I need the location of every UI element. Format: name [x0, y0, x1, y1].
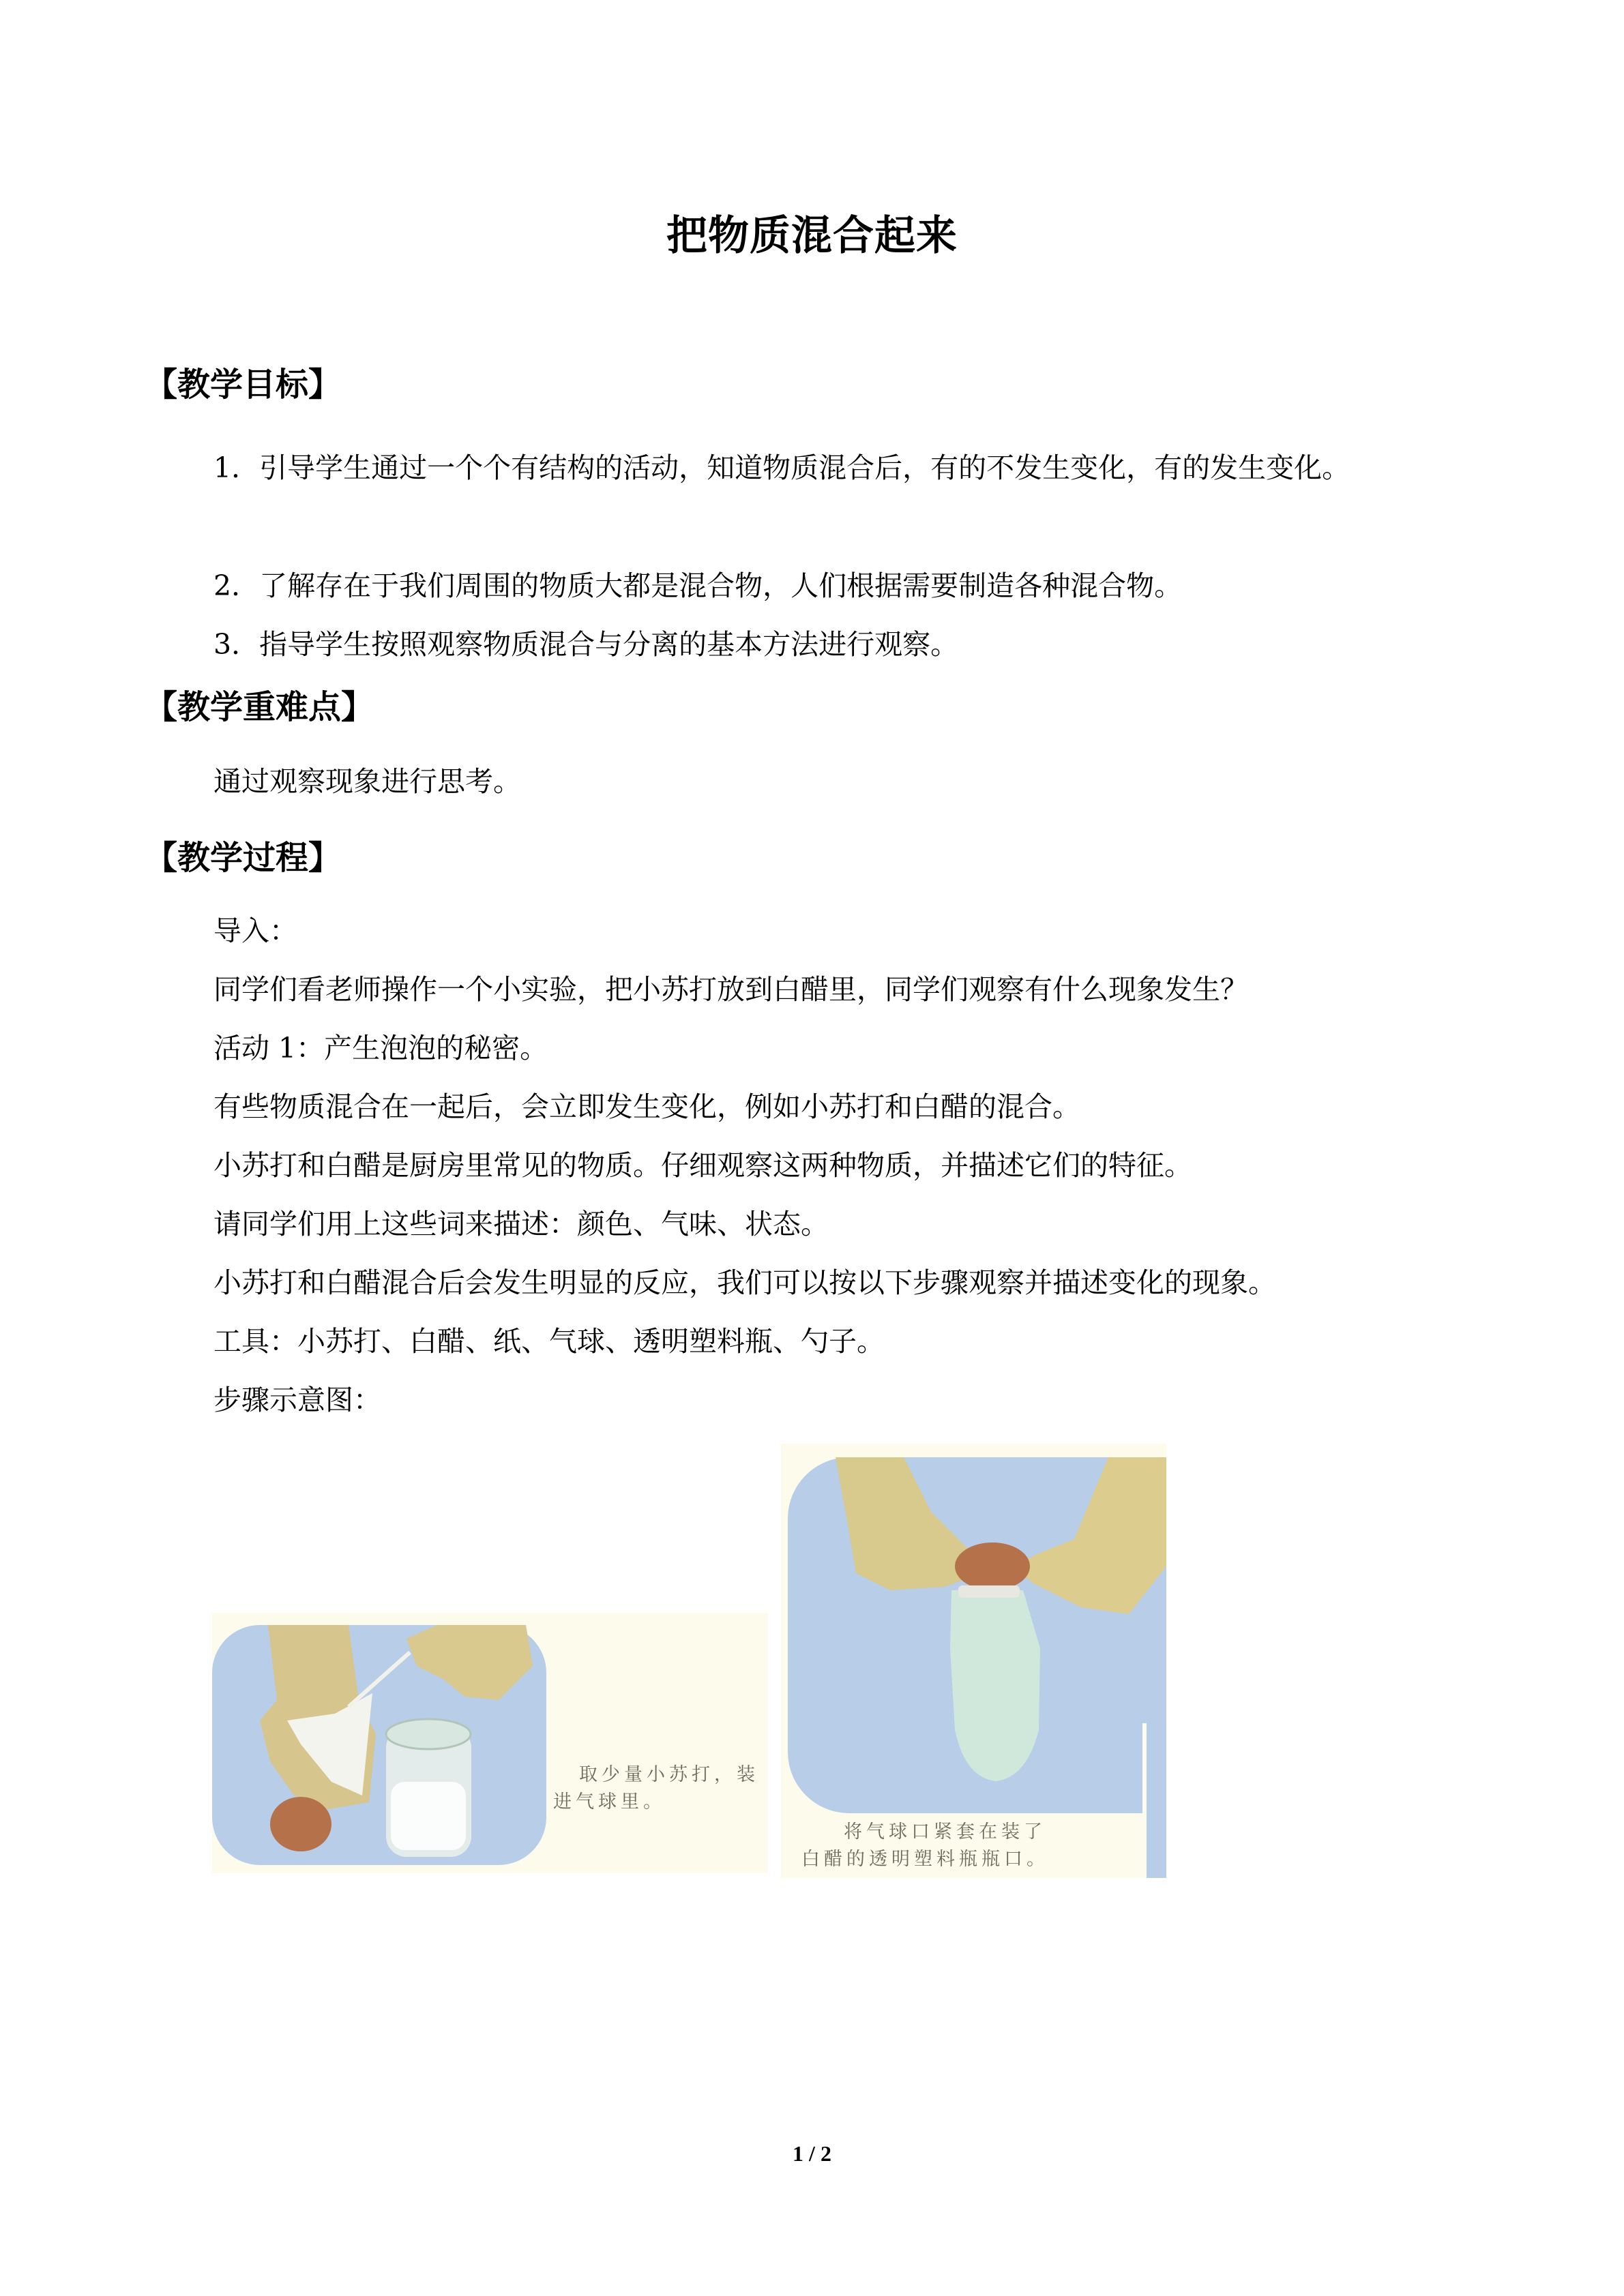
process-line-steps-label: 步骤示意图： [213, 1384, 381, 1416]
figure-step-1 [212, 1613, 768, 1873]
process-line-activity-1: 活动 1：产生泡泡的秘密。 [213, 1032, 548, 1064]
figure-1-caption-line-1: 取少量小苏打，装 [579, 1764, 759, 1785]
process-line-mixing: 有些物质混合在一起后，会立即发生变化，例如小苏打和白醋的混合。 [213, 1090, 1080, 1123]
section-heading-process: 【教学过程】 [145, 839, 342, 877]
figure-3-edge [1142, 1723, 1166, 1878]
process-line-observe: 小苏打和白醋是厨房里常见的物质。仔细观察这两种物质，并描述它们的特征。 [213, 1149, 1192, 1182]
figure-step-2 [781, 1444, 1166, 1878]
process-line-experiment: 同学们看老师操作一个小实验，把小苏打放到白醋里，同学们观察有什么现象发生？ [213, 973, 1248, 1006]
figure-2-caption-line-1: 将气球口紧套在装了 [844, 1821, 1046, 1843]
objective-item-1: 1．引导学生通过一个个有结构的活动，知道物质混合后，有的不发生变化，有的发生变化。 [213, 451, 1350, 484]
key-point-item: 通过观察现象进行思考。 [213, 765, 521, 798]
objective-item-3: 3．指导学生按照观察物质混合与分离的基本方法进行观察。 [213, 628, 959, 661]
figure-1-caption-line-2: 进气球里。 [553, 1791, 666, 1813]
figure-2-caption-line-2: 白醋的透明塑料瓶瓶口。 [801, 1849, 1049, 1870]
page-number: 1 / 2 [793, 2141, 831, 2166]
process-line-describe: 请同学们用上这些词来描述：颜色、气味、状态。 [213, 1208, 829, 1240]
figure-1-photo [212, 1625, 546, 1865]
section-heading-objectives: 【教学目标】 [145, 366, 342, 404]
hands-balloon-bottle-illustration [788, 1457, 1166, 1813]
figure-2-photo [788, 1457, 1166, 1813]
process-line-reaction: 小苏打和白醋混合后会发生明显的反应，我们可以按以下步骤观察并描述变化的现象。 [213, 1266, 1276, 1299]
process-line-tools: 工具：小苏打、白醋、纸、气球、透明塑料瓶、勺子。 [213, 1325, 885, 1358]
hands-paper-glass-illustration [212, 1625, 546, 1865]
process-line-intro: 导入： [213, 914, 297, 947]
section-heading-key-points: 【教学重难点】 [145, 688, 374, 726]
page-title: 把物质混合起来 [666, 212, 958, 260]
objective-item-2: 2．了解存在于我们周围的物质大都是混合物，人们根据需要制造各种混合物。 [213, 569, 1183, 602]
